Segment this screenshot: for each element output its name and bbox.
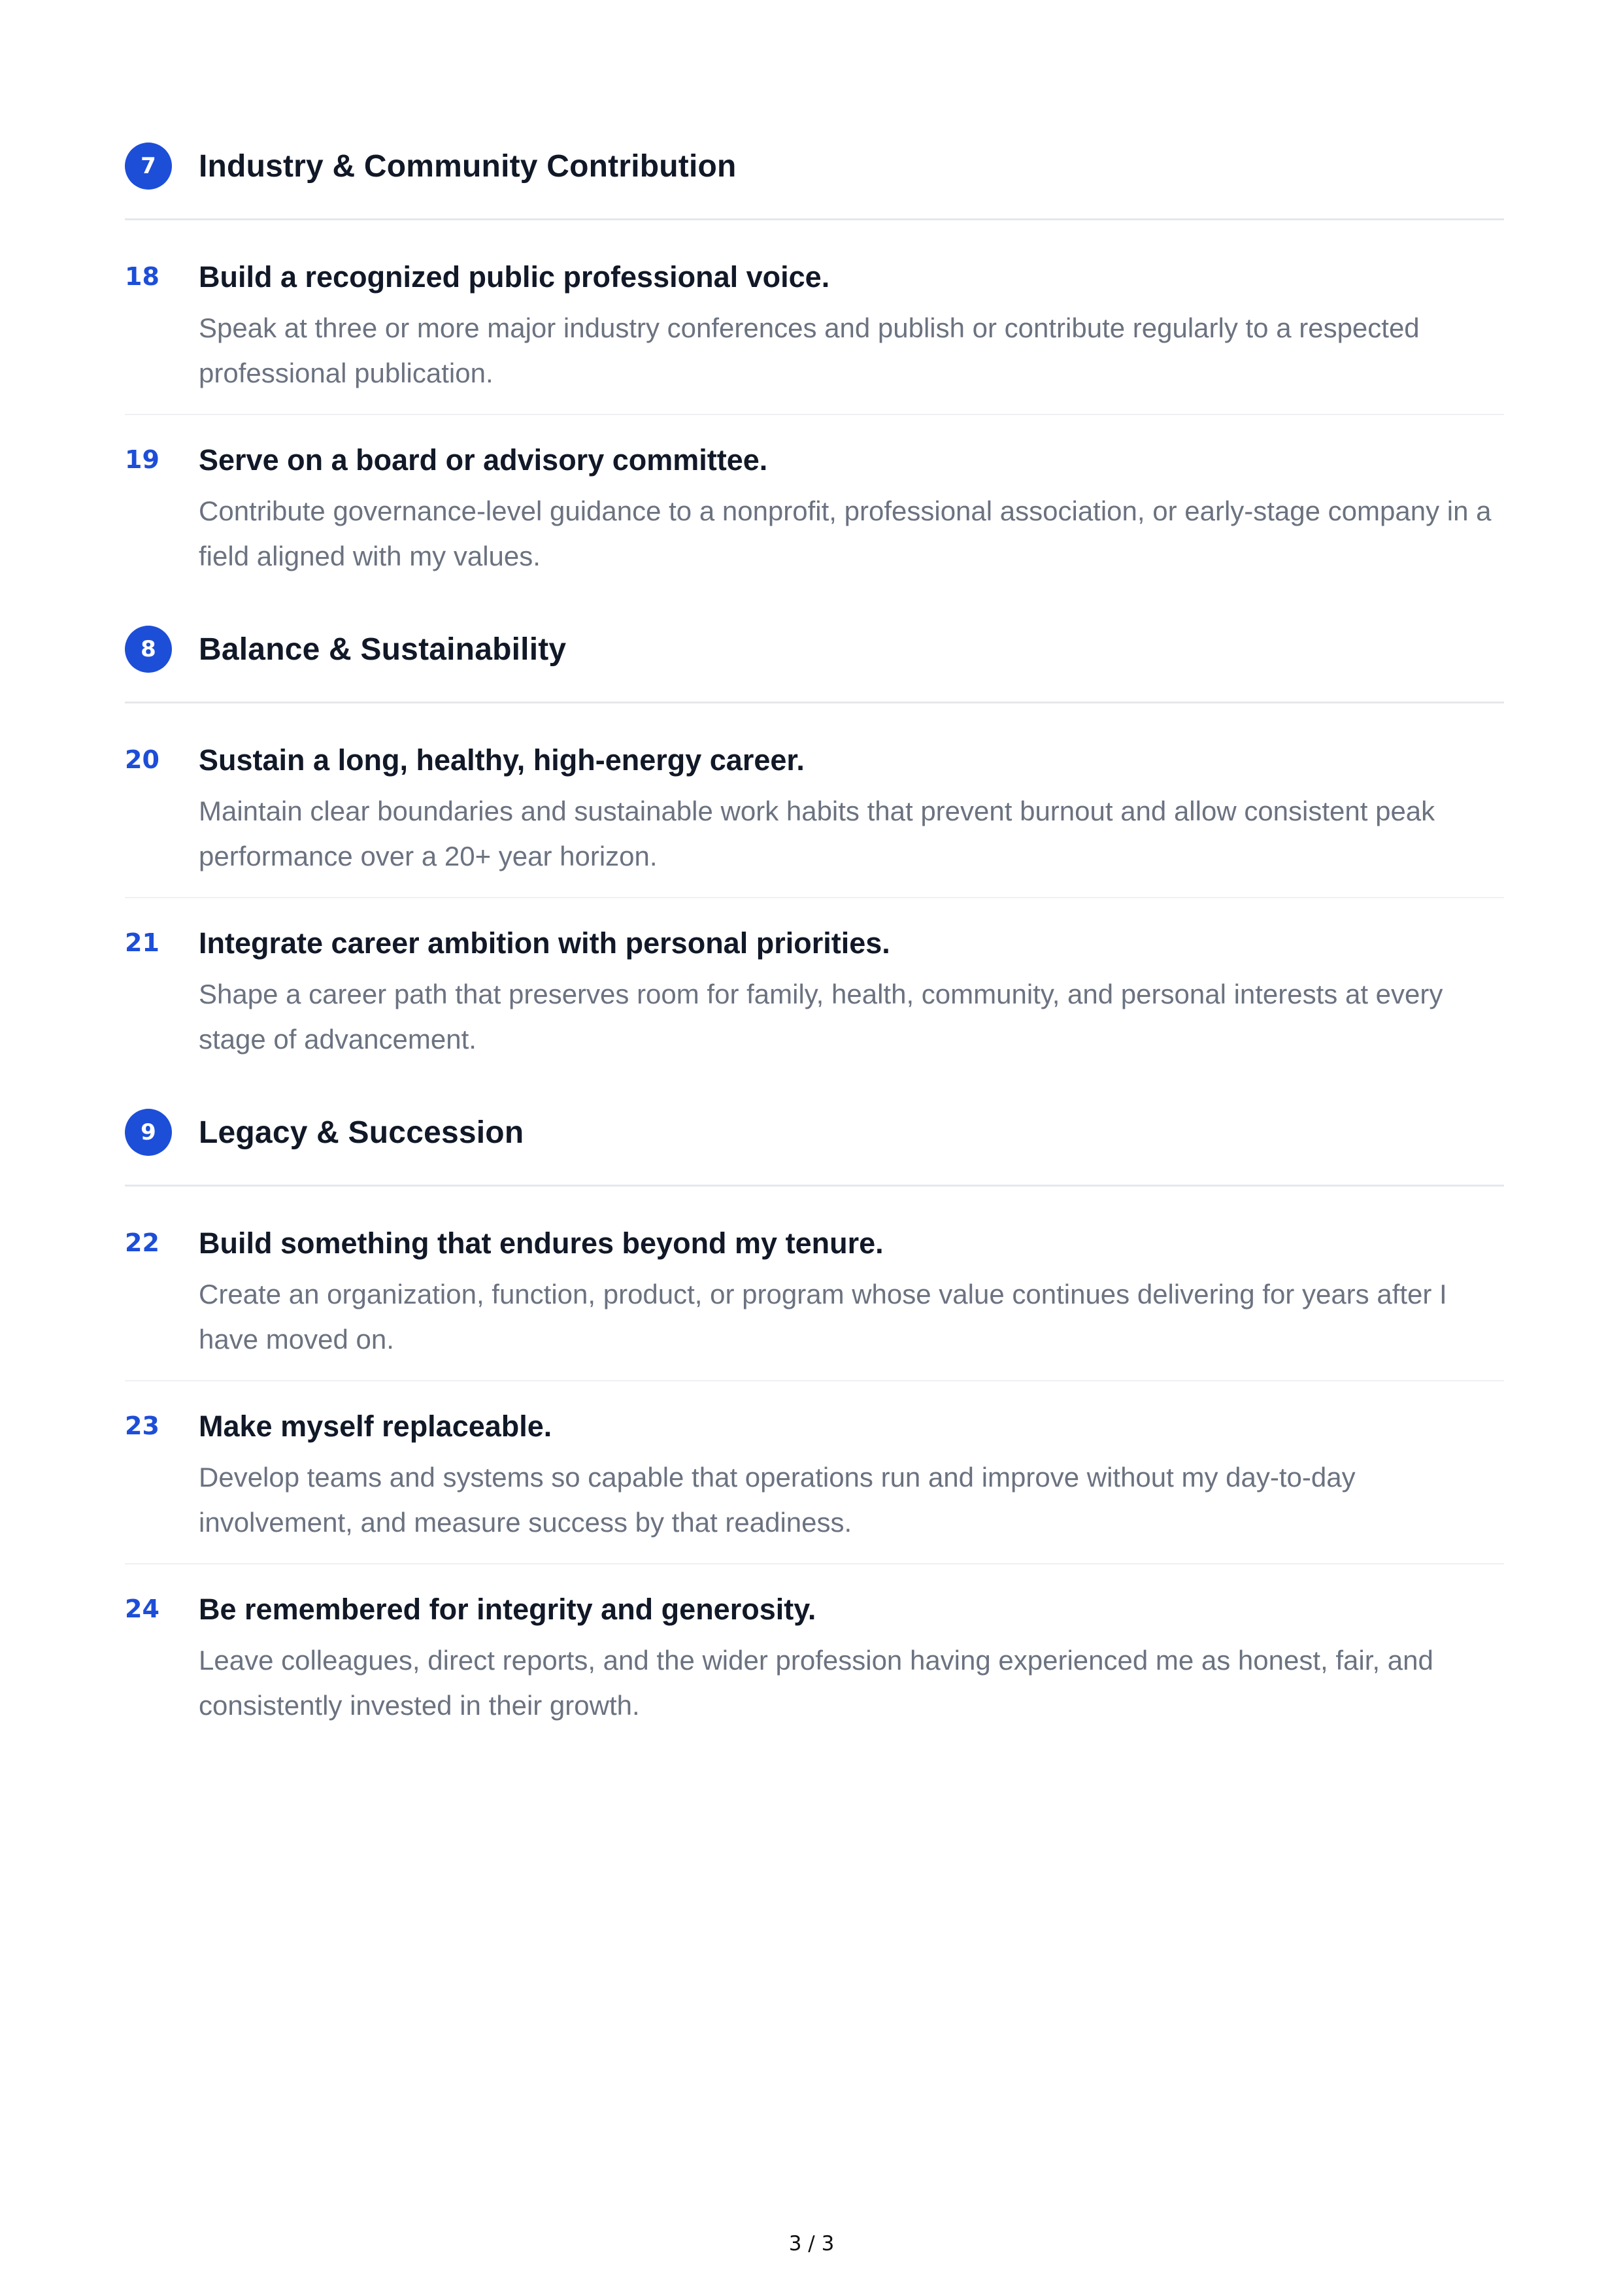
section-number-badge: 8 [125,626,172,673]
goal-title: Build a recognized public professional voice. [199,260,830,294]
goal-item [125,1400,1504,1564]
goal-number: 20 [125,745,159,774]
section-header [125,143,1504,220]
goal-number: 21 [125,928,159,957]
section-title: Industry & Community Contribution [199,148,737,184]
goal-description: Develop teams and systems so capable that operations run and improve without my day-to-day involvement, and measure success by that readiness. [199,1462,1356,1538]
goal-description: Leave colleagues, direct reports, and the wider profession having experienced me as honest, fair, and consistently invested in their growth. [199,1645,1433,1721]
goal-title: Be remembered for integrity and generosity. [199,1593,816,1626]
goal-title: Make myself replaceable. [199,1410,552,1443]
section-number-badge: 7 [125,143,172,190]
goal-number: 24 [125,1595,159,1623]
goal-body [199,1224,1504,1362]
section-balance-sustainability [125,626,1504,1109]
section-title: Legacy & Succession [199,1115,524,1150]
goal-number: 23 [125,1411,159,1440]
section-header [125,626,1504,703]
page-indicator: 3 / 3 [788,2232,835,2255]
goal-body [199,441,1504,579]
goal-body [199,258,1504,396]
goal-title: Integrate career ambition with personal priorities. [199,926,890,960]
goal-body [199,1591,1504,1728]
goal-description: Shape a career path that preserves room for family, health, community, and personal interests at every stage of advancement. [199,979,1443,1055]
goal-body [199,741,1504,879]
goal-item [125,1583,1504,1775]
goal-number: 18 [125,262,159,291]
goal-number: 19 [125,445,159,474]
goal-title: Sustain a long, healthy, high-energy career. [199,743,805,777]
document-content [125,143,1504,1775]
goal-number: 22 [125,1228,159,1257]
section-title: Balance & Sustainability [199,632,567,667]
goal-item [125,433,1504,626]
goal-title: Build something that endures beyond my tenure. [199,1226,884,1260]
section-legacy-succession [125,1109,1504,1775]
section-number-badge: 9 [125,1109,172,1156]
section-industry-community [125,143,1504,626]
goal-item [125,917,1504,1109]
goal-description: Speak at three or more major industry conferences and publish or contribute regularly to a respected professional publication. [199,312,1420,388]
section-header [125,1109,1504,1187]
goal-title: Serve on a board or advisory committee. [199,443,768,477]
goal-item [125,1217,1504,1381]
goal-description: Maintain clear boundaries and sustainable work habits that prevent burnout and allow consistent peak performance over a 20+ year horizon. [199,796,1435,871]
goal-body [199,924,1504,1062]
goal-description: Create an organization, function, product, or program whose value continues delivering for years after I have moved on. [199,1279,1447,1355]
goal-item [125,734,1504,898]
goal-body [199,1408,1504,1545]
goal-description: Contribute governance-level guidance to a nonprofit, professional association, or early-stage company in a field aligned with my values. [199,496,1492,571]
goal-item [125,250,1504,415]
